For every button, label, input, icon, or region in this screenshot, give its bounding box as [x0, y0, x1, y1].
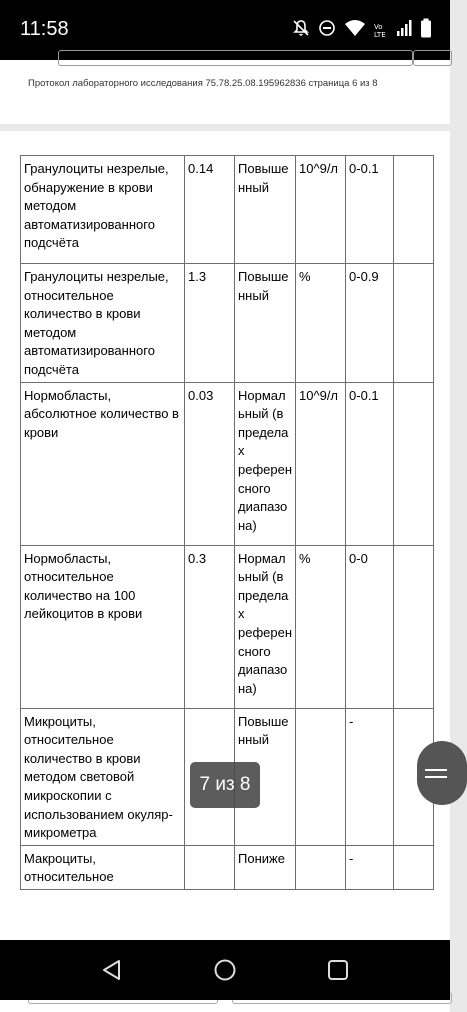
document-viewer[interactable] — [0, 60, 450, 940]
handle-line — [425, 776, 447, 778]
test-name-cell: Нормобласты, относительное количество на 100 лейкоцитов в крови — [21, 545, 185, 708]
interpretation-cell: Повыше нный — [235, 156, 296, 264]
status-time: 11:58 — [20, 18, 69, 40]
empty-cell — [394, 382, 434, 545]
protocol-text: Протокол лабораторного исследования 75.78.25.08.195962836 страница 6 из 8 — [28, 78, 378, 89]
test-name-cell: Макроциты, относительное — [21, 845, 185, 889]
bell-off-icon — [292, 19, 310, 43]
header-box-small — [413, 50, 452, 66]
reference-range-cell: - — [346, 845, 394, 889]
handle-line — [425, 769, 447, 771]
navigation-bar — [0, 940, 450, 1000]
unit-cell: 10^9/л — [296, 156, 346, 264]
interpretation-cell: Нормал ьный (в предела х референ сного диапазо на) — [235, 545, 296, 708]
battery-icon — [420, 18, 432, 44]
fast-scroll-handle[interactable] — [417, 741, 467, 805]
status-icons — [292, 18, 432, 44]
home-icon[interactable] — [213, 958, 237, 987]
header-box — [58, 50, 413, 66]
unit-cell: 10^9/л — [296, 382, 346, 545]
test-name-cell: Гранулоциты незрелые, обнаружение в крови методом автоматизированного подсчёта — [21, 156, 185, 264]
empty-cell — [394, 156, 434, 264]
result-value-cell: 0.03 — [185, 382, 235, 545]
unit-cell — [296, 708, 346, 845]
result-value-cell: 1.3 — [185, 264, 235, 383]
test-name-cell: Микроциты, относительное количество в крови методом световой микроскопии с использованием окуляр-микрометра — [21, 708, 185, 845]
table-row — [21, 264, 434, 383]
empty-cell — [394, 845, 434, 889]
result-value-cell — [185, 845, 235, 889]
test-name-cell: Гранулоциты незрелые, относительное количество в крови методом автоматизированного подсчёта — [21, 264, 185, 383]
svg-text:Vo: Vo — [374, 22, 383, 31]
recents-icon[interactable] — [326, 958, 350, 987]
reference-range-cell: 0-0.9 — [346, 264, 394, 383]
dnd-icon — [318, 19, 336, 43]
empty-cell — [394, 545, 434, 708]
signal-icon — [396, 19, 412, 43]
volte-icon — [374, 21, 388, 42]
result-value-cell: 0.14 — [185, 156, 235, 264]
unit-cell — [296, 845, 346, 889]
interpretation-cell: Повыше нный — [235, 708, 296, 845]
interpretation-cell: Повыше нный — [235, 264, 296, 383]
reference-range-cell: 0-0 — [346, 545, 394, 708]
reference-range-cell: 0-0.1 — [346, 382, 394, 545]
table-row — [21, 382, 434, 545]
empty-cell — [394, 264, 434, 383]
wifi-icon — [344, 19, 366, 43]
interpretation-cell: Нормал ьный (в предела х референ сного диапазо на) — [235, 382, 296, 545]
document-page-6 — [0, 60, 450, 124]
svg-text:LTE: LTE — [374, 30, 386, 39]
table-row — [21, 545, 434, 708]
reference-range-cell: - — [346, 708, 394, 845]
page-indicator: 7 из 8 — [190, 762, 260, 808]
table-row — [21, 845, 434, 889]
reference-range-cell: 0-0.1 — [346, 156, 394, 264]
unit-cell: % — [296, 545, 346, 708]
unit-cell: % — [296, 264, 346, 383]
result-value-cell: 0.3 — [185, 545, 235, 708]
document-page-7 — [0, 131, 450, 961]
interpretation-cell: Пониже — [235, 845, 296, 889]
table-row — [21, 156, 434, 264]
back-icon[interactable] — [100, 958, 124, 987]
test-name-cell: Нормобласты, абсолютное количество в крови — [21, 382, 185, 545]
